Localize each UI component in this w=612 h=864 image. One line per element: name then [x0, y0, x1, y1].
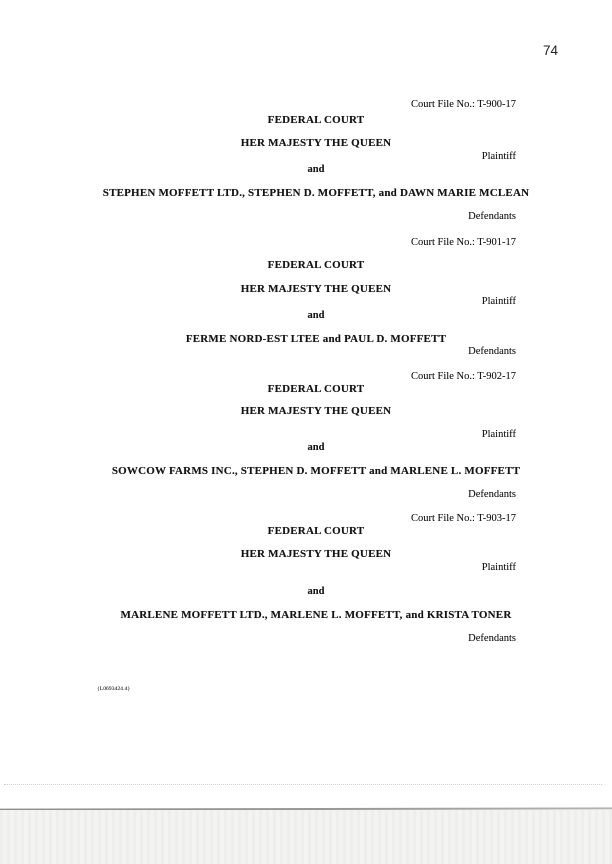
plaintiff-name: HER MAJESTY THE QUEEN [240, 548, 392, 560]
and-separator: and [307, 442, 325, 453]
and-separator: and [307, 310, 325, 321]
plaintiff-label: Plaintiff [481, 429, 516, 440]
defendants-label: Defendants [468, 633, 516, 644]
page-number: 74 [543, 43, 559, 58]
plaintiff-label: Plaintiff [481, 151, 516, 162]
plaintiff-name: HER MAJESTY THE QUEEN [240, 405, 392, 417]
defendants-names: SOWCOW FARMS INC., STEPHEN D. MOFFETT and MARLENE L. MOFFETT [111, 465, 521, 477]
plaintiff-name: HER MAJESTY THE QUEEN [240, 283, 392, 295]
defendants-label: Defendants [468, 346, 516, 357]
scanner-background-band [0, 810, 612, 864]
court-heading: FEDERAL COURT [267, 259, 365, 271]
and-separator: and [307, 164, 325, 175]
court-file-number: Court File No.: T-901-17 [410, 237, 516, 248]
defendants-label: Defendants [468, 211, 516, 222]
defendants-label: Defendants [468, 489, 516, 500]
plaintiff-name: HER MAJESTY THE QUEEN [240, 137, 392, 149]
defendants-names: MARLENE MOFFETT LTD., MARLENE L. MOFFETT, and KRISTA TONER [120, 609, 512, 621]
court-file-number: Court File No.: T-900-17 [410, 99, 516, 110]
court-heading: FEDERAL COURT [267, 114, 365, 126]
plaintiff-label: Plaintiff [481, 296, 516, 307]
document-id-footer: {L0693424.4} [97, 686, 131, 692]
court-file-number: Court File No.: T-902-17 [410, 371, 516, 382]
court-file-number: Court File No.: T-903-17 [410, 513, 516, 524]
court-heading: FEDERAL COURT [267, 383, 365, 395]
scan-dotted-artifact-line [4, 784, 602, 785]
and-separator: and [307, 586, 325, 597]
defendants-names: STEPHEN MOFFETT LTD., STEPHEN D. MOFFETT, and DAWN MARIE MCLEAN [102, 187, 530, 199]
plaintiff-label: Plaintiff [481, 562, 516, 573]
defendants-names: FERME NORD-EST LTEE and PAUL D. MOFFETT [185, 333, 447, 345]
court-heading: FEDERAL COURT [267, 525, 365, 537]
